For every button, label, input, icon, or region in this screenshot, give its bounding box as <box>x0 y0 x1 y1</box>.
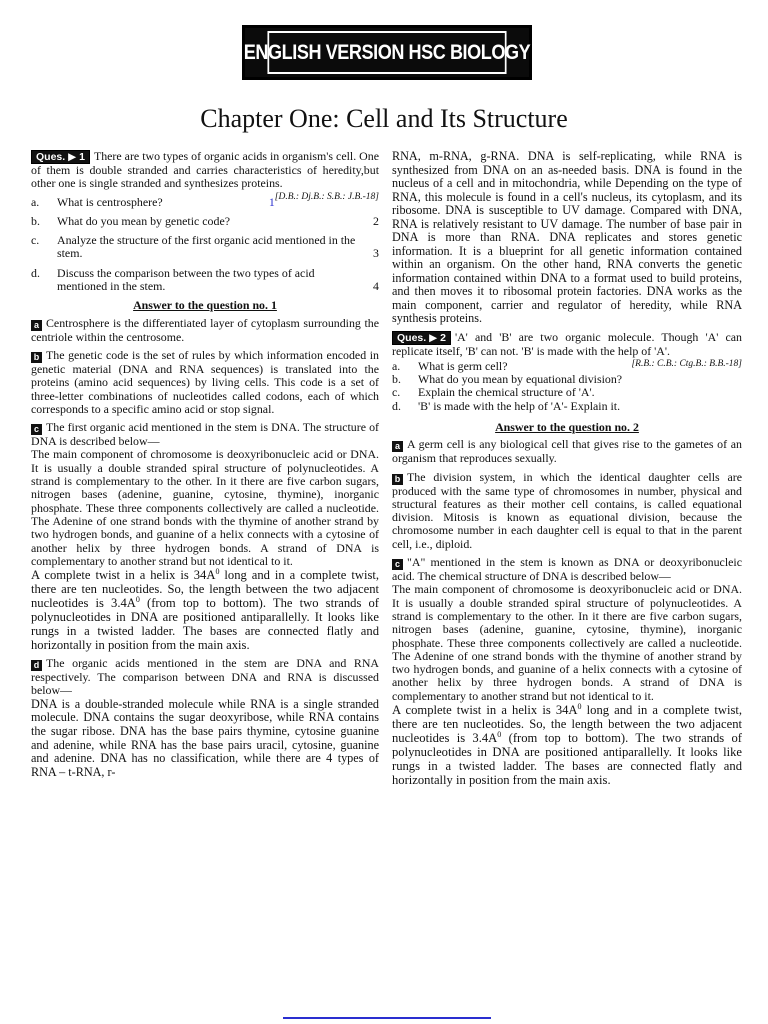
mark: 3 <box>373 246 379 261</box>
q1-stem: Ques. ▶ 1 There are two types of organic acids in organism's cell. One of them is double stranded and carries characteristics of heredity,but other one is single stranded and synthesizes proteins. [D.B.: Dj.B.: S.B.: J.B.-18] <box>31 150 379 191</box>
q1-answer-a: a Centrosphere is the differentiated layer of cytoplasm surrounding the centriole within the centrosome. <box>31 315 379 344</box>
mark: 2 <box>373 213 379 228</box>
q2-answer-a: a A germ cell is any biological cell that gives rise to the gametes of an organism that reproduces sexually. <box>392 437 742 466</box>
letter-box-c: c <box>31 424 42 435</box>
letter-box-c: c <box>392 559 403 570</box>
mark: 4 <box>373 279 379 294</box>
q2-answer-c-twist: A complete twist in a helix is $34A^0$ long and in a complete twist, there are ten nucleotides. So, the length between the two adjacent nucleotides is $3.4A^0$ (from top to bottom). The two strands of polynucleotides in DNA are positioned antiparallelly. It looks like rungs in a twisted ladder. The bases are connected flatly and horizontally in position from the main axis. <box>392 701 742 788</box>
right-column <box>392 150 742 792</box>
q1-answer-d-right: RNA, m-RNA, g-RNA. DNA is self-replicating, while RNA is synthesized from DNA on an as-needed basis. DNA is found in the nucleus of a cell and in mitochondria, while Depending on the type of RNA, this molecule is found in a cell's nucleus, its cytoplasm, and its ribosome. DNA is susceptible to UV damage. Compared with DNA, RNA is relatively resistant to UV damage. The number of base pair in DNA is more than RNA. DNA replicates and stores genetic information. It is a blueprint for all genetic information contained within an organism. On the other hand, RNA converts the genetic information contained within DNA to a format used to build proteins, and then moves it to ribosomal protein factories. DNA works as the main component, carrier and regulator of heredity, while RNA synthesis proteins. <box>392 149 742 325</box>
q1-answer-heading: Answer to the question no. 1 <box>133 298 277 313</box>
q1-answer-d-intro: d The organic acids mentioned in the stem are DNA and RNA respectively. The comparison between DNA and RNA is discussed below— <box>31 656 379 698</box>
q1-answer-c-twist: A complete twist in a helix is $34A^0$ long and in a complete twist, there are ten nucleotides. So, the length between the two adjacent nucleotides is $3.4A^0$ (from top to bottom). The two strands of polynucleotides in DNA are positioned antiparallelly. It looks like rungs in a twisted ladder. The bases are connected flatly and horizontally in position from the main axis. <box>31 566 379 653</box>
left-column <box>31 150 379 784</box>
q1-answer-c-body: The main component of chromosome is deoxyribonucleic acid or DNA. It is usually a double stranded spiral structure of polynucleotides. A strand is complementary to the other. In it there are five carbon sugars, nitrogen bases (adenine, guanine, cytosine, thymine), inorganic phosphate. These three components collectively are called a nucleotide. The Adenine of one strand bonds with the thymine of another strand by two hydrogen bonds, and guanine of a helix connects with a cytosine of another helix by three hydrogen bonds. A strand of DNA is complementary to another strand but not identical to it. <box>31 447 379 568</box>
q2-sub-a: a. What is germ cell? <box>392 358 508 373</box>
q2-answer-heading: Answer to the question no. 2 <box>495 419 639 434</box>
banner-title: ENGLISH VERSION HSC BIOLOGY <box>267 31 506 74</box>
letter-box-d: d <box>31 660 42 671</box>
q2-boards: [R.B.: C.B.: Ctg.B.: B.B.-18] <box>631 358 742 369</box>
q1-sub-d: d. Discuss the comparison between the two types of acid mentioned in the stem. 4 <box>31 265 379 294</box>
chapter-title: Chapter One: Cell and Its Structure <box>200 104 568 133</box>
q2-sub-b: b. What do you mean by equational division? <box>392 372 623 387</box>
q1-answer-b: b The genetic code is the set of rules by which information encoded in genetic material (DNA and RNA sequences) is translated into the proteins (amino acid sequences) by living cells. This code is a set of three-letter combinations of nucleotides called codons, each of which corresponds to a specific amino acid or stop signal. <box>31 347 379 416</box>
footer-link-underline <box>283 1017 491 1019</box>
header-banner <box>242 25 532 80</box>
letter-box-b: b <box>392 474 403 485</box>
q2-badge: Ques. ▶ 2 <box>392 331 451 345</box>
q2-answer-c-intro: c "A" mentioned in the stem is known as DNA or deoxyribonucleic acid. The chemical structure of DNA is described below— <box>392 555 742 584</box>
q1-badge: Ques. ▶ 1 <box>31 150 90 164</box>
q1-boards: [D.B.: Dj.B.: S.B.: J.B.-18] <box>274 191 379 202</box>
letter-box-b: b <box>31 352 42 363</box>
q2-stem: Ques. ▶ 2 'A' and 'B' are two organic molecule. Though 'A' can replicate itself, 'B' can not. 'B' is made with the help of 'A'. [R.B.: C.B.: Ctg.B.: B.B.-18] <box>392 331 742 358</box>
q1-sub-b: b. What do you mean by genetic code? 2 <box>31 213 379 228</box>
q2-answer-c-body: The main component of chromosome is deoxyribonucleic acid or DNA. It is usually a double stranded spiral structure of polynucleotides. A strand is complementary to the other. In it there are five carbon sugars, nitrogen bases (adenine, guanine, cytosine, thymine), inorganic phosphate. These three components collectively are called a nucleotide. The Adenine of one strand bonds with the thymine of another strand by two hydrogen bonds, and guanine of a helix connects with a cytosine of another helix by three hydrogen bonds. A strand of DNA is complementary to another strand but not identical to it. <box>392 582 742 703</box>
q2-sub-d: d. 'B' is made with the help of 'A'- Explain it. <box>392 398 621 413</box>
q1-sub-c: c. Analyze the structure of the first organic acid mentioned in the stem. 3 <box>31 233 379 261</box>
q1-sub-a: a. What is centrosphere? 1 <box>31 194 275 209</box>
q2-answer-b: b The division system, in which the identical daughter cells are produced with the same type of chromosomes in number, physical and structural features as their mother cell contains, is called equational division. Mitosis is known as equational division, because the chromosome number in each daughter cell is equal to that in the parent cell, i.e., diploid. <box>392 469 742 551</box>
letter-box-a: a <box>392 441 403 452</box>
q2-sub-c: c. Explain the chemical structure of 'A'. <box>392 385 595 400</box>
q1-answer-c-intro: c The first organic acid mentioned in the stem is DNA. The structure of DNA is described below— <box>31 420 379 449</box>
mark: 1 <box>268 194 275 209</box>
letter-box-a: a <box>31 320 42 331</box>
q1-answer-d-left: DNA is a double-stranded molecule while RNA is a single stranded molecule. DNA contains the sugar deoxyribose, while RNA contains the sugar ribose. DNA has the base pairs thymine, cytosine guanine and adenine, while RNA has the base pairs uracil, cytosine, guanine and adenine. DNA has no classification, while there are 4 types of RNA – t-RNA, r- <box>31 696 379 779</box>
